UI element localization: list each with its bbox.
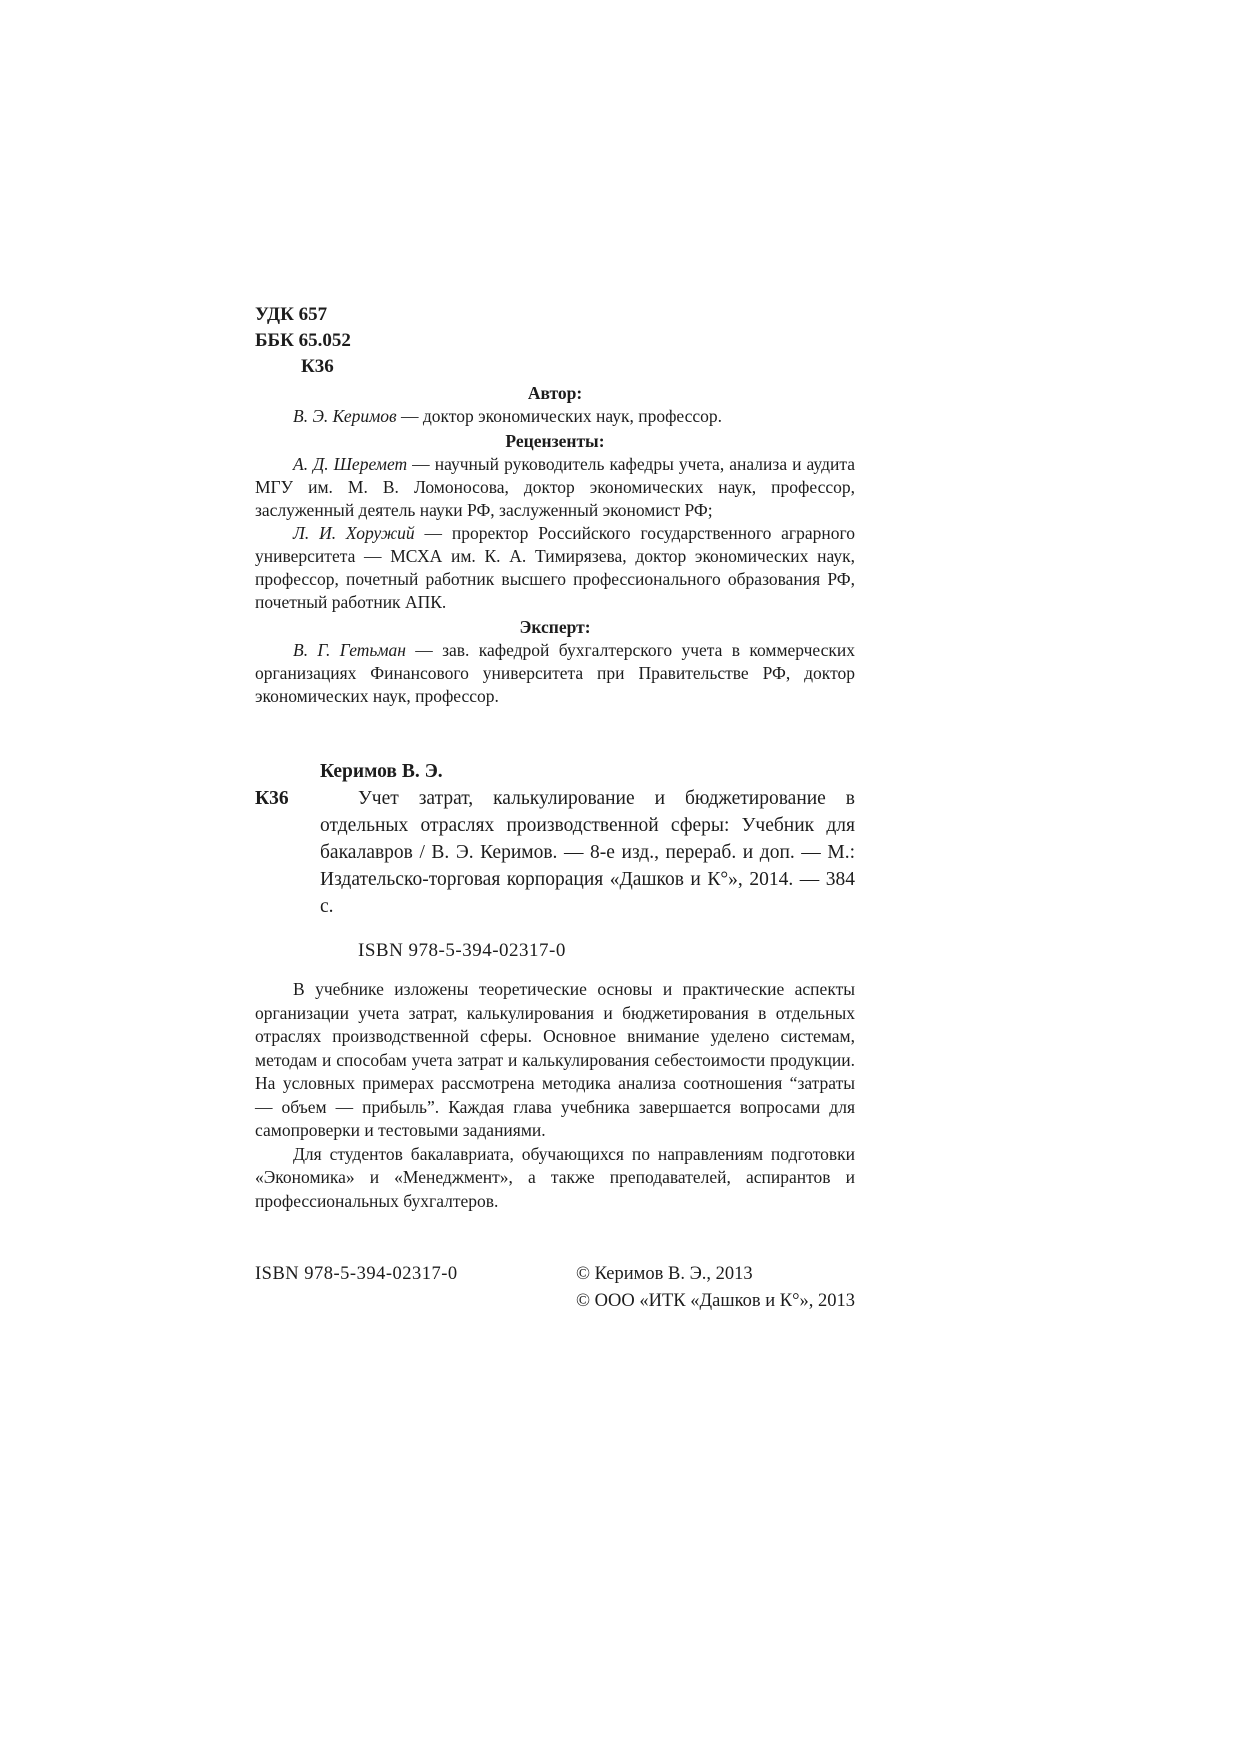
imprint-footer [255, 1261, 855, 1315]
content-block [255, 302, 855, 1315]
author-paragraph [255, 405, 855, 428]
reviewer-paragraph [255, 522, 855, 614]
catalog-margin-code: К36 [255, 788, 289, 809]
annotation-paragraph-2: Для студентов бакалавриата, обучающихся по направлениям подготовки «Экономика» и «Менеджмент», а также преподавателей, аспирантов и профессиональных бухгалтеров. [255, 1143, 855, 1211]
reviewer-paragraph [255, 453, 855, 522]
author-description: — доктор экономических наук, профессор. [396, 406, 723, 426]
bbk-code: ББК 65.052 [255, 330, 351, 351]
copyright-block [576, 1261, 855, 1315]
reviewer-name: Л. И. Хоружий [293, 523, 415, 543]
expert-paragraph [255, 639, 855, 708]
expert-name: В. Г. Гетьман [293, 640, 406, 660]
reviewer-description: — проректор Российского государственного аграрного университета — МСХА им. К. А. Тимирязева, доктор экономических наук, профессор, почетный работник высшего профессионального образования РФ, почетный работник АПК. [255, 523, 855, 612]
annotation-paragraph-1: В учебнике изложены теоретические основы и практические аспекты организации учета затрат, калькулирования и бюджетирования в отдельных отраслях производственной сферы. Основное внимание уделено системам, методам и способам учета затрат и калькулирования себестоимости продукции. На условных примерах рассмотрена методика анализа соотношения “затраты — объем — прибыль”. Каждая глава учебника завершается вопросами для самопроверки и тестовыми заданиями. [255, 979, 855, 1140]
reviewer-name: А. Д. Шеремет [293, 454, 408, 474]
expert-description: — зав. кафедрой бухгалтерского учета в коммерческих организациях Финансового университета при Правительстве РФ, доктор экономических наук, профессор. [255, 640, 855, 706]
author-heading: Автор: [527, 383, 583, 403]
reviewer-description: — научный руководитель кафедры учета, анализа и аудита МГУ им. М. В. Ломоносова, доктор экономических наук, профессор, заслуженный деятель науки РФ, заслуженный экономист РФ; [255, 454, 855, 520]
catalog-author-line: Керимов В. Э. [320, 761, 443, 782]
catalog-entry-section [255, 758, 855, 964]
classification-block [255, 302, 855, 380]
copyright-author: © Керимов В. Э., 2013 [575, 1264, 753, 1284]
expert-heading: Эксперт: [519, 617, 591, 637]
copyright-publisher: © ООО «ИТК «Дашков и К°», 2013 [575, 1291, 855, 1311]
author-name: В. Э. Керимов [293, 406, 397, 426]
annotation-block [255, 978, 855, 1213]
udk-code: УДК 657 [255, 304, 328, 325]
author-sign-code: К36 [301, 356, 334, 377]
reviewers-heading: Рецензенты: [505, 431, 605, 451]
isbn-line: ISBN 978-5-394-02317-0 [358, 940, 566, 961]
catalog-description: Учет затрат, калькулирование и бюджетирование в отдельных отраслях производственной сферы: Учебник для бакалавров / В. Э. Керимов. — 8-е изд., перераб. и доп. — М.: Издательско-торговая корпорация «Дашков и К°», 2014. — 384 с. [320, 788, 855, 917]
catalog-entry-wrap [255, 785, 855, 920]
footer-isbn: ISBN 978-5-394-02317-0 [255, 1264, 458, 1284]
